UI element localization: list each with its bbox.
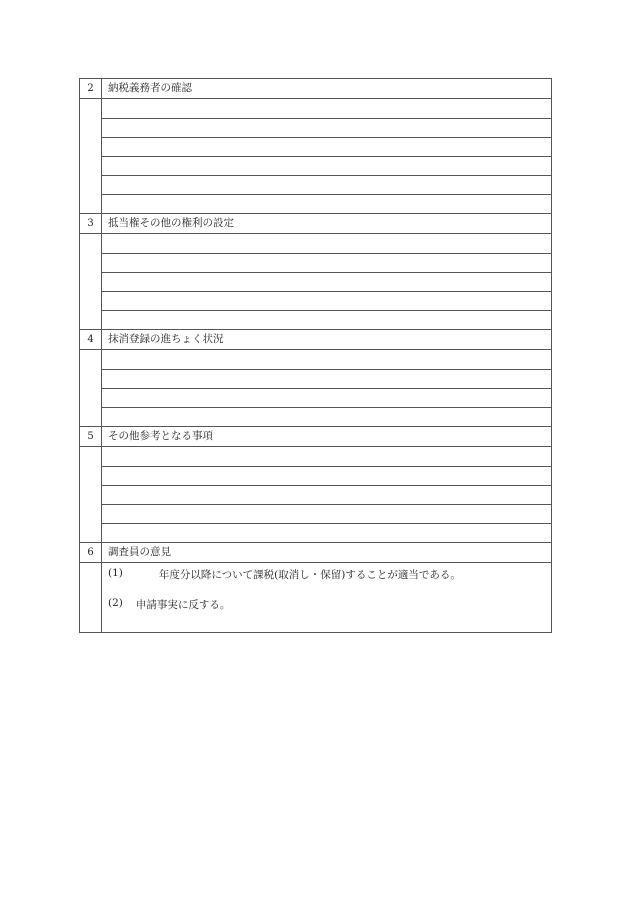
entry-line[interactable] <box>102 407 551 426</box>
entry-lines <box>102 447 551 542</box>
opinion-item-2 <box>108 597 551 612</box>
opinion-item-1-mark: (1) <box>108 567 123 579</box>
section-title: 抵当権その他の権利の設定 <box>108 217 234 229</box>
year-blank[interactable] <box>123 567 159 582</box>
number-column-spacer <box>80 99 102 213</box>
section-header-row <box>80 542 551 562</box>
opinion-item-1 <box>108 567 551 582</box>
entry-line[interactable] <box>102 388 551 407</box>
entry-line[interactable] <box>102 310 551 329</box>
section-title: 納税義務者の確認 <box>108 82 192 94</box>
opinion-item-1-text: 年度分以降について課税(取消し・保留)することが適当である。 <box>158 569 461 581</box>
section-mortgage-rights <box>80 213 551 329</box>
section-header-row <box>80 329 551 349</box>
entry-line[interactable] <box>102 369 551 388</box>
entry-line[interactable] <box>102 272 551 291</box>
section-number: 5 <box>80 427 102 446</box>
entry-lines <box>102 350 551 426</box>
entry-line[interactable] <box>102 118 551 137</box>
section-body <box>80 349 551 426</box>
section-investigator-opinion <box>80 542 551 632</box>
number-column-spacer <box>80 350 102 426</box>
section-body <box>80 446 551 542</box>
entry-line[interactable] <box>102 523 551 542</box>
section-other-reference <box>80 426 551 542</box>
entry-line[interactable] <box>102 175 551 194</box>
entry-line[interactable] <box>102 466 551 485</box>
entry-line[interactable] <box>102 291 551 310</box>
entry-lines <box>102 99 551 213</box>
investigation-form-table <box>79 78 552 633</box>
section-header-row <box>80 79 551 98</box>
number-column-spacer <box>80 447 102 542</box>
entry-line[interactable] <box>102 194 551 213</box>
opinion-item-2-text: 申請事実に反する。 <box>135 599 231 611</box>
entry-line[interactable] <box>102 156 551 175</box>
entry-line[interactable] <box>102 253 551 272</box>
entry-line[interactable] <box>102 485 551 504</box>
section-title: 調査員の意見 <box>108 546 171 558</box>
entry-line[interactable] <box>102 504 551 523</box>
section-deregistration-progress <box>80 329 551 426</box>
section-body <box>80 233 551 329</box>
section-title: その他参考となる事項 <box>108 430 213 442</box>
number-column-spacer <box>80 234 102 329</box>
entry-line[interactable] <box>102 350 551 369</box>
section-title: 抹消登録の進ちょく状況 <box>108 333 224 345</box>
section-body <box>80 562 551 632</box>
number-column-spacer <box>80 563 102 632</box>
entry-line[interactable] <box>102 234 551 253</box>
entry-lines <box>102 234 551 329</box>
entry-line[interactable] <box>102 137 551 156</box>
section-number: 4 <box>80 330 102 349</box>
section-number: 3 <box>80 214 102 233</box>
entry-line[interactable] <box>102 447 551 466</box>
section-taxpayer-confirmation <box>80 79 551 213</box>
section-number: 6 <box>80 543 102 562</box>
section-header-row <box>80 426 551 446</box>
section-header-row <box>80 213 551 233</box>
entry-line[interactable] <box>102 99 551 118</box>
opinion-item-2-mark: (2) <box>108 597 123 609</box>
opinion-content <box>102 563 551 632</box>
section-number: 2 <box>80 79 102 98</box>
section-body <box>80 98 551 213</box>
